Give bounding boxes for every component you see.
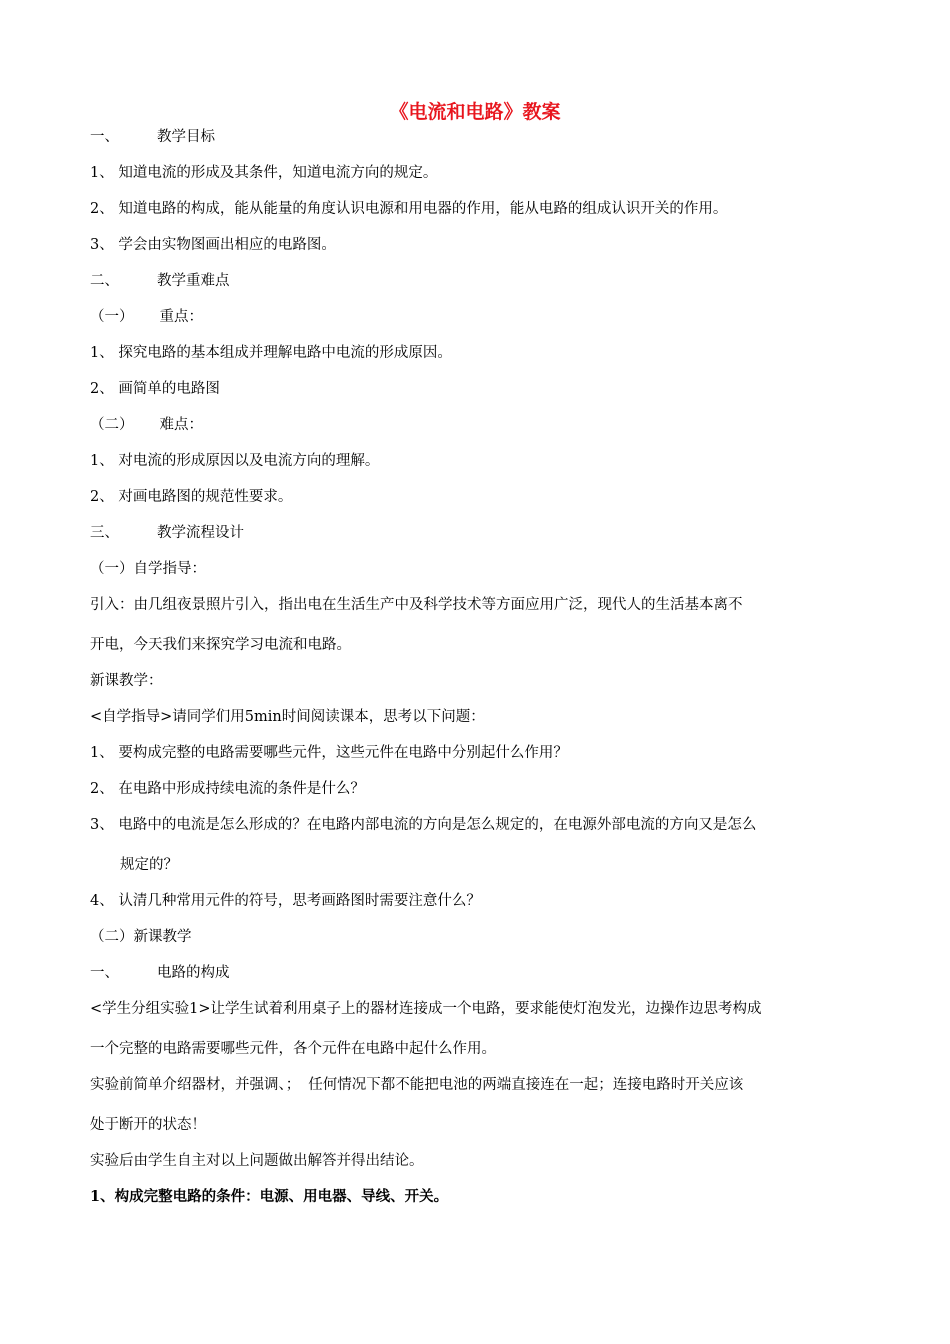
- paragraph-line: 实验后由学生自主对以上问题做出解答并得出结论。: [90, 1153, 424, 1169]
- paragraph-line: <学生分组实验1>让学生试着利用桌子上的器材连接成一个电路，要求能使灯泡发光，边操作边思考构成: [90, 1001, 762, 1017]
- conclusion-line: 1、构成完整电路的条件：电源、用电器、导线、开关。: [90, 1188, 449, 1205]
- paragraph-line: 实验前简单介绍器材，并强调、； 任何情况下都不能把电池的两端直接连在一起；连接电路时开关应该: [90, 1077, 744, 1093]
- paragraph-line: 新课教学：: [90, 673, 163, 689]
- paragraph-line: 1、 对电流的形成原因以及电流方向的理解。: [90, 453, 380, 469]
- paragraph-line: 2、 在电路中形成持续电流的条件是什么？: [90, 781, 365, 797]
- document-title: 《电流和电路》教案: [389, 101, 561, 123]
- paragraph-line: 2、 画简单的电路图: [90, 381, 220, 397]
- section-heading-3: 三、 教学流程设计: [90, 525, 244, 541]
- subheading-new-lesson: （二）新课教学: [90, 929, 192, 945]
- paragraph-line: 4、 认清几种常用元件的符号，思考画路图时需要注意什么？: [90, 893, 481, 909]
- paragraph-line: 3、 电路中的电流是怎么形成的？在电路内部电流的方向是怎么规定的，在电源外部电流的方向又是怎么: [90, 817, 757, 833]
- paragraph-line: 3、 学会由实物图画出相应的电路图。: [90, 237, 336, 253]
- paragraph-line: 2、 知道电路的构成，能从能量的角度认识电源和用电器的作用，能从电路的组成认识开关的作用。: [90, 201, 728, 217]
- paragraph-line: 规定的？: [120, 857, 178, 873]
- paragraph-line: 引入：由几组夜景照片引入，指出电在生活生产中及科学技术等方面应用广泛，现代人的生活基本离不: [90, 597, 743, 613]
- paragraph-line: 处于断开的状态！: [90, 1117, 206, 1133]
- paragraph-line: 2、 对画电路图的规范性要求。: [90, 489, 293, 505]
- section-heading-circuit: 一、 电路的构成: [90, 965, 230, 981]
- subheading-difficulties: （二） 难点：: [90, 417, 203, 433]
- paragraph-line: 开电，今天我们来探究学习电流和电路。: [90, 637, 351, 653]
- paragraph-line: <自学指导>请同学们用5min时间阅读课本，思考以下问题：: [90, 709, 485, 725]
- paragraph-line: 1、 探究电路的基本组成并理解电路中电流的形成原因。: [90, 345, 452, 361]
- subheading-key-points: （一） 重点：: [90, 309, 203, 325]
- paragraph-line: 一个完整的电路需要哪些元件，各个元件在电路中起什么作用。: [90, 1041, 496, 1057]
- paragraph-line: 1、 知道电流的形成及其条件，知道电流方向的规定。: [90, 165, 438, 181]
- section-heading-2: 二、 教学重难点: [90, 273, 230, 289]
- paragraph-line: 1、 要构成完整的电路需要哪些元件，这些元件在电路中分别起什么作用？: [90, 745, 568, 761]
- section-heading-1: 一、 教学目标: [90, 129, 215, 145]
- subheading-self-study: （一）自学指导：: [90, 561, 206, 577]
